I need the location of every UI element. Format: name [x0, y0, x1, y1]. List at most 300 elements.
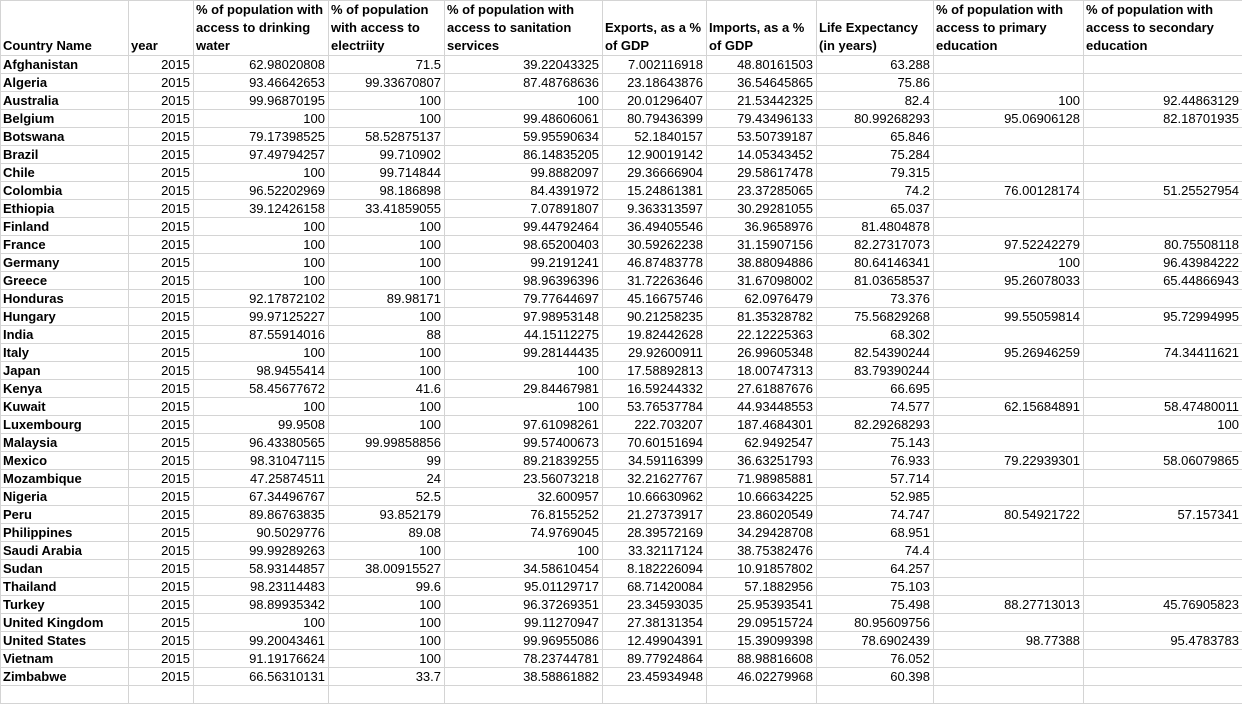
value-cell[interactable]: 71.98985881 — [707, 470, 817, 488]
country-cell[interactable]: Mozambique — [1, 470, 129, 488]
value-cell[interactable] — [934, 650, 1084, 668]
value-cell[interactable]: 29.36666904 — [603, 164, 707, 182]
value-cell[interactable]: 97.52242279 — [934, 236, 1084, 254]
value-cell[interactable]: 2015 — [129, 254, 194, 272]
value-cell[interactable]: 70.60151694 — [603, 434, 707, 452]
country-cell[interactable]: United Kingdom — [1, 614, 129, 632]
value-cell[interactable]: 100 — [329, 308, 445, 326]
value-cell[interactable]: 81.03658537 — [817, 272, 934, 290]
value-cell[interactable] — [934, 146, 1084, 164]
value-cell[interactable]: 100 — [329, 362, 445, 380]
value-cell[interactable]: 21.53442325 — [707, 92, 817, 110]
value-cell[interactable]: 84.4391972 — [445, 182, 603, 200]
value-cell[interactable]: 100 — [194, 398, 329, 416]
value-cell[interactable]: 29.58617478 — [707, 164, 817, 182]
value-cell[interactable]: 38.00915527 — [329, 560, 445, 578]
value-cell[interactable]: 78.23744781 — [445, 650, 603, 668]
value-cell[interactable]: 100 — [329, 218, 445, 236]
header-cell[interactable]: year — [129, 1, 194, 56]
value-cell[interactable] — [1084, 380, 1242, 398]
header-cell[interactable]: Imports, as a % of GDP — [707, 1, 817, 56]
value-cell[interactable]: 96.52202969 — [194, 182, 329, 200]
value-cell[interactable]: 66.56310131 — [194, 668, 329, 686]
value-cell[interactable] — [1084, 524, 1242, 542]
value-cell[interactable]: 2015 — [129, 470, 194, 488]
value-cell[interactable]: 100 — [329, 632, 445, 650]
value-cell[interactable]: 100 — [194, 614, 329, 632]
country-cell[interactable]: Sudan — [1, 560, 129, 578]
value-cell[interactable]: 100 — [329, 272, 445, 290]
header-cell[interactable]: Life Expectancy (in years) — [817, 1, 934, 56]
value-cell[interactable]: 89.08 — [329, 524, 445, 542]
value-cell[interactable]: 95.06906128 — [934, 110, 1084, 128]
value-cell[interactable]: 75.284 — [817, 146, 934, 164]
value-cell[interactable]: 2015 — [129, 218, 194, 236]
value-cell[interactable]: 100 — [329, 254, 445, 272]
value-cell[interactable]: 100 — [445, 398, 603, 416]
value-cell[interactable]: 73.376 — [817, 290, 934, 308]
value-cell[interactable]: 92.44863129 — [1084, 92, 1242, 110]
value-cell[interactable]: 23.45934948 — [603, 668, 707, 686]
value-cell[interactable]: 68.951 — [817, 524, 934, 542]
value-cell[interactable]: 68.302 — [817, 326, 934, 344]
value-cell[interactable]: 44.15112275 — [445, 326, 603, 344]
value-cell[interactable]: 86.14835205 — [445, 146, 603, 164]
value-cell[interactable]: 2015 — [129, 578, 194, 596]
value-cell[interactable] — [934, 290, 1084, 308]
value-cell[interactable]: 80.99268293 — [817, 110, 934, 128]
value-cell[interactable]: 88.98816608 — [707, 650, 817, 668]
value-cell[interactable]: 99.714844 — [329, 164, 445, 182]
value-cell[interactable] — [934, 218, 1084, 236]
value-cell[interactable]: 2015 — [129, 596, 194, 614]
value-cell[interactable]: 99.28144435 — [445, 344, 603, 362]
value-cell[interactable]: 36.49405546 — [603, 218, 707, 236]
country-cell[interactable]: Afghanistan — [1, 56, 129, 74]
value-cell[interactable] — [1084, 146, 1242, 164]
value-cell[interactable] — [934, 326, 1084, 344]
value-cell[interactable]: 20.01296407 — [603, 92, 707, 110]
value-cell[interactable]: 8.182226094 — [603, 560, 707, 578]
value-cell[interactable]: 52.5 — [329, 488, 445, 506]
value-cell[interactable]: 100 — [329, 398, 445, 416]
value-cell[interactable]: 87.55914016 — [194, 326, 329, 344]
value-cell[interactable]: 82.29268293 — [817, 416, 934, 434]
value-cell[interactable]: 75.56829268 — [817, 308, 934, 326]
value-cell[interactable] — [934, 470, 1084, 488]
value-cell[interactable]: 76.00128174 — [934, 182, 1084, 200]
value-cell[interactable]: 100 — [194, 164, 329, 182]
value-cell[interactable]: 95.01129717 — [445, 578, 603, 596]
value-cell[interactable]: 2015 — [129, 128, 194, 146]
value-cell[interactable] — [1084, 290, 1242, 308]
value-cell[interactable]: 100 — [1084, 416, 1242, 434]
country-cell[interactable]: Greece — [1, 272, 129, 290]
value-cell[interactable]: 99.48606061 — [445, 110, 603, 128]
value-cell[interactable]: 80.54921722 — [934, 506, 1084, 524]
country-cell[interactable]: Luxembourg — [1, 416, 129, 434]
value-cell[interactable]: 100 — [445, 542, 603, 560]
value-cell[interactable]: 96.43380565 — [194, 434, 329, 452]
value-cell[interactable]: 2015 — [129, 56, 194, 74]
value-cell[interactable]: 95.72994995 — [1084, 308, 1242, 326]
value-cell[interactable]: 80.79436399 — [603, 110, 707, 128]
value-cell[interactable]: 30.59262238 — [603, 236, 707, 254]
value-cell[interactable]: 75.143 — [817, 434, 934, 452]
value-cell[interactable]: 12.90019142 — [603, 146, 707, 164]
value-cell[interactable]: 57.1882956 — [707, 578, 817, 596]
value-cell[interactable]: 98.31047115 — [194, 452, 329, 470]
value-cell[interactable] — [934, 560, 1084, 578]
value-cell[interactable]: 2015 — [129, 488, 194, 506]
value-cell[interactable] — [934, 578, 1084, 596]
value-cell[interactable] — [934, 434, 1084, 452]
value-cell[interactable]: 41.6 — [329, 380, 445, 398]
value-cell[interactable]: 36.9658976 — [707, 218, 817, 236]
value-cell[interactable]: 36.63251793 — [707, 452, 817, 470]
value-cell[interactable]: 9.363313597 — [603, 200, 707, 218]
value-cell[interactable]: 2015 — [129, 326, 194, 344]
country-cell[interactable]: United States — [1, 632, 129, 650]
value-cell[interactable]: 99.11270947 — [445, 614, 603, 632]
value-cell[interactable] — [934, 128, 1084, 146]
value-cell[interactable]: 99.97125227 — [194, 308, 329, 326]
value-cell[interactable]: 2015 — [129, 416, 194, 434]
value-cell[interactable]: 100 — [329, 650, 445, 668]
value-cell[interactable]: 24 — [329, 470, 445, 488]
value-cell[interactable]: 83.79390244 — [817, 362, 934, 380]
value-cell[interactable]: 98.186898 — [329, 182, 445, 200]
value-cell[interactable] — [934, 74, 1084, 92]
header-cell[interactable]: % of population with access to electriity — [329, 1, 445, 56]
value-cell[interactable]: 62.98020808 — [194, 56, 329, 74]
value-cell[interactable]: 66.695 — [817, 380, 934, 398]
country-cell[interactable]: Colombia — [1, 182, 129, 200]
value-cell[interactable]: 74.4 — [817, 542, 934, 560]
value-cell[interactable]: 58.52875137 — [329, 128, 445, 146]
value-cell[interactable]: 22.12225363 — [707, 326, 817, 344]
value-cell[interactable] — [934, 542, 1084, 560]
value-cell[interactable]: 95.26946259 — [934, 344, 1084, 362]
value-cell[interactable] — [934, 164, 1084, 182]
value-cell[interactable]: 32.21627767 — [603, 470, 707, 488]
value-cell[interactable]: 29.84467981 — [445, 380, 603, 398]
value-cell[interactable] — [934, 200, 1084, 218]
value-cell[interactable]: 25.95393541 — [707, 596, 817, 614]
value-cell[interactable]: 23.18643876 — [603, 74, 707, 92]
value-cell[interactable]: 53.76537784 — [603, 398, 707, 416]
country-cell[interactable]: Italy — [1, 344, 129, 362]
value-cell[interactable]: 79.43496133 — [707, 110, 817, 128]
country-cell[interactable]: Malaysia — [1, 434, 129, 452]
value-cell[interactable]: 87.48768636 — [445, 74, 603, 92]
value-cell[interactable] — [1084, 56, 1242, 74]
value-cell[interactable]: 2015 — [129, 236, 194, 254]
value-cell[interactable]: 99.99858856 — [329, 434, 445, 452]
value-cell[interactable]: 89.77924864 — [603, 650, 707, 668]
value-cell[interactable] — [934, 488, 1084, 506]
country-cell[interactable]: Chile — [1, 164, 129, 182]
header-cell[interactable]: % of population with access to drinking water — [194, 1, 329, 56]
value-cell[interactable] — [1084, 578, 1242, 596]
empty-cell[interactable] — [817, 686, 934, 704]
value-cell[interactable]: 31.67098002 — [707, 272, 817, 290]
value-cell[interactable]: 2015 — [129, 668, 194, 686]
value-cell[interactable]: 51.25527954 — [1084, 182, 1242, 200]
value-cell[interactable]: 99.2191241 — [445, 254, 603, 272]
value-cell[interactable]: 31.15907156 — [707, 236, 817, 254]
value-cell[interactable]: 63.288 — [817, 56, 934, 74]
value-cell[interactable]: 96.37269351 — [445, 596, 603, 614]
value-cell[interactable]: 82.27317073 — [817, 236, 934, 254]
value-cell[interactable]: 26.99605348 — [707, 344, 817, 362]
value-cell[interactable]: 99.6 — [329, 578, 445, 596]
value-cell[interactable]: 67.34496767 — [194, 488, 329, 506]
value-cell[interactable]: 2015 — [129, 632, 194, 650]
value-cell[interactable] — [1084, 650, 1242, 668]
country-cell[interactable]: Brazil — [1, 146, 129, 164]
value-cell[interactable]: 29.09515724 — [707, 614, 817, 632]
value-cell[interactable]: 100 — [194, 272, 329, 290]
value-cell[interactable] — [1084, 326, 1242, 344]
value-cell[interactable]: 100 — [194, 110, 329, 128]
value-cell[interactable]: 95.26078033 — [934, 272, 1084, 290]
value-cell[interactable]: 57.714 — [817, 470, 934, 488]
value-cell[interactable]: 32.600957 — [445, 488, 603, 506]
value-cell[interactable]: 59.95590634 — [445, 128, 603, 146]
country-cell[interactable]: France — [1, 236, 129, 254]
value-cell[interactable]: 15.39099398 — [707, 632, 817, 650]
value-cell[interactable]: 97.61098261 — [445, 416, 603, 434]
value-cell[interactable]: 90.5029776 — [194, 524, 329, 542]
value-cell[interactable]: 99.57400673 — [445, 434, 603, 452]
value-cell[interactable]: 98.65200403 — [445, 236, 603, 254]
value-cell[interactable] — [1084, 668, 1242, 686]
value-cell[interactable]: 12.49904391 — [603, 632, 707, 650]
value-cell[interactable]: 98.23114483 — [194, 578, 329, 596]
value-cell[interactable]: 95.4783783 — [1084, 632, 1242, 650]
value-cell[interactable]: 97.98953148 — [445, 308, 603, 326]
value-cell[interactable]: 99.710902 — [329, 146, 445, 164]
value-cell[interactable]: 100 — [329, 416, 445, 434]
value-cell[interactable]: 99.99289263 — [194, 542, 329, 560]
value-cell[interactable]: 68.71420084 — [603, 578, 707, 596]
value-cell[interactable]: 99.9508 — [194, 416, 329, 434]
value-cell[interactable]: 2015 — [129, 434, 194, 452]
empty-cell[interactable] — [1, 686, 129, 704]
value-cell[interactable] — [1084, 560, 1242, 578]
country-cell[interactable]: Kenya — [1, 380, 129, 398]
value-cell[interactable] — [1084, 614, 1242, 632]
value-cell[interactable]: 52.985 — [817, 488, 934, 506]
value-cell[interactable]: 100 — [445, 92, 603, 110]
value-cell[interactable]: 2015 — [129, 164, 194, 182]
value-cell[interactable]: 18.00747313 — [707, 362, 817, 380]
value-cell[interactable]: 222.703207 — [603, 416, 707, 434]
value-cell[interactable]: 52.1840157 — [603, 128, 707, 146]
value-cell[interactable]: 46.02279968 — [707, 668, 817, 686]
value-cell[interactable]: 187.4684301 — [707, 416, 817, 434]
value-cell[interactable] — [1084, 164, 1242, 182]
value-cell[interactable]: 78.6902439 — [817, 632, 934, 650]
value-cell[interactable]: 2015 — [129, 380, 194, 398]
value-cell[interactable]: 58.45677672 — [194, 380, 329, 398]
value-cell[interactable]: 79.22939301 — [934, 452, 1084, 470]
country-cell[interactable]: Zimbabwe — [1, 668, 129, 686]
value-cell[interactable] — [1084, 74, 1242, 92]
value-cell[interactable]: 23.86020549 — [707, 506, 817, 524]
value-cell[interactable]: 100 — [445, 362, 603, 380]
value-cell[interactable]: 100 — [329, 236, 445, 254]
value-cell[interactable]: 100 — [934, 254, 1084, 272]
value-cell[interactable]: 89.86763835 — [194, 506, 329, 524]
country-cell[interactable]: Kuwait — [1, 398, 129, 416]
value-cell[interactable]: 7.07891807 — [445, 200, 603, 218]
country-cell[interactable]: Algeria — [1, 74, 129, 92]
header-cell[interactable]: % of population with access to secondary education — [1084, 1, 1242, 56]
value-cell[interactable] — [934, 416, 1084, 434]
value-cell[interactable]: 2015 — [129, 614, 194, 632]
value-cell[interactable]: 23.34593035 — [603, 596, 707, 614]
value-cell[interactable]: 62.9492547 — [707, 434, 817, 452]
value-cell[interactable]: 34.29428708 — [707, 524, 817, 542]
value-cell[interactable]: 27.61887676 — [707, 380, 817, 398]
value-cell[interactable]: 46.87483778 — [603, 254, 707, 272]
value-cell[interactable]: 75.103 — [817, 578, 934, 596]
value-cell[interactable]: 79.315 — [817, 164, 934, 182]
value-cell[interactable]: 33.32117124 — [603, 542, 707, 560]
value-cell[interactable]: 93.852179 — [329, 506, 445, 524]
value-cell[interactable]: 15.24861381 — [603, 182, 707, 200]
value-cell[interactable]: 58.06079865 — [1084, 452, 1242, 470]
value-cell[interactable]: 96.43984222 — [1084, 254, 1242, 272]
country-cell[interactable]: Mexico — [1, 452, 129, 470]
value-cell[interactable]: 76.052 — [817, 650, 934, 668]
country-cell[interactable]: Ethiopia — [1, 200, 129, 218]
value-cell[interactable]: 36.54645865 — [707, 74, 817, 92]
value-cell[interactable]: 81.4804878 — [817, 218, 934, 236]
value-cell[interactable] — [934, 614, 1084, 632]
country-cell[interactable]: India — [1, 326, 129, 344]
header-cell[interactable]: % of population with access to sanitation services — [445, 1, 603, 56]
value-cell[interactable] — [1084, 200, 1242, 218]
value-cell[interactable]: 10.66634225 — [707, 488, 817, 506]
value-cell[interactable]: 58.93144857 — [194, 560, 329, 578]
value-cell[interactable] — [1084, 128, 1242, 146]
value-cell[interactable]: 58.47480011 — [1084, 398, 1242, 416]
value-cell[interactable]: 89.98171 — [329, 290, 445, 308]
value-cell[interactable]: 30.29281055 — [707, 200, 817, 218]
value-cell[interactable]: 75.86 — [817, 74, 934, 92]
value-cell[interactable] — [1084, 470, 1242, 488]
value-cell[interactable] — [934, 56, 1084, 74]
value-cell[interactable]: 76.8155252 — [445, 506, 603, 524]
value-cell[interactable]: 2015 — [129, 506, 194, 524]
country-cell[interactable]: Nigeria — [1, 488, 129, 506]
value-cell[interactable]: 10.66630962 — [603, 488, 707, 506]
value-cell[interactable]: 2015 — [129, 182, 194, 200]
value-cell[interactable]: 39.12426158 — [194, 200, 329, 218]
country-cell[interactable]: Hungary — [1, 308, 129, 326]
country-cell[interactable]: Japan — [1, 362, 129, 380]
value-cell[interactable]: 2015 — [129, 650, 194, 668]
value-cell[interactable]: 34.59116399 — [603, 452, 707, 470]
value-cell[interactable]: 44.93448553 — [707, 398, 817, 416]
country-cell[interactable]: Germany — [1, 254, 129, 272]
empty-cell[interactable] — [603, 686, 707, 704]
value-cell[interactable]: 100 — [329, 596, 445, 614]
value-cell[interactable]: 99.55059814 — [934, 308, 1084, 326]
value-cell[interactable]: 45.76905823 — [1084, 596, 1242, 614]
value-cell[interactable]: 98.9455414 — [194, 362, 329, 380]
value-cell[interactable]: 19.82442628 — [603, 326, 707, 344]
country-cell[interactable]: Vietnam — [1, 650, 129, 668]
value-cell[interactable]: 74.747 — [817, 506, 934, 524]
value-cell[interactable]: 2015 — [129, 272, 194, 290]
value-cell[interactable]: 39.22043325 — [445, 56, 603, 74]
value-cell[interactable]: 45.16675746 — [603, 290, 707, 308]
empty-cell[interactable] — [194, 686, 329, 704]
value-cell[interactable]: 33.7 — [329, 668, 445, 686]
value-cell[interactable]: 99.44792464 — [445, 218, 603, 236]
country-cell[interactable]: Belgium — [1, 110, 129, 128]
country-cell[interactable]: Peru — [1, 506, 129, 524]
value-cell[interactable]: 34.58610454 — [445, 560, 603, 578]
value-cell[interactable] — [1084, 218, 1242, 236]
value-cell[interactable]: 2015 — [129, 146, 194, 164]
value-cell[interactable]: 31.72263646 — [603, 272, 707, 290]
value-cell[interactable]: 99 — [329, 452, 445, 470]
value-cell[interactable]: 17.58892813 — [603, 362, 707, 380]
value-cell[interactable]: 57.157341 — [1084, 506, 1242, 524]
value-cell[interactable]: 74.34411621 — [1084, 344, 1242, 362]
value-cell[interactable]: 2015 — [129, 452, 194, 470]
value-cell[interactable]: 62.15684891 — [934, 398, 1084, 416]
country-cell[interactable]: Thailand — [1, 578, 129, 596]
value-cell[interactable] — [1084, 434, 1242, 452]
value-cell[interactable]: 97.49794257 — [194, 146, 329, 164]
value-cell[interactable]: 100 — [329, 614, 445, 632]
value-cell[interactable]: 65.44866943 — [1084, 272, 1242, 290]
value-cell[interactable]: 2015 — [129, 542, 194, 560]
value-cell[interactable]: 27.38131354 — [603, 614, 707, 632]
value-cell[interactable]: 98.77388 — [934, 632, 1084, 650]
value-cell[interactable]: 99.96870195 — [194, 92, 329, 110]
empty-cell[interactable] — [329, 686, 445, 704]
value-cell[interactable]: 60.398 — [817, 668, 934, 686]
value-cell[interactable]: 74.2 — [817, 182, 934, 200]
country-cell[interactable]: Australia — [1, 92, 129, 110]
value-cell[interactable] — [934, 668, 1084, 686]
value-cell[interactable]: 33.41859055 — [329, 200, 445, 218]
value-cell[interactable]: 74.9769045 — [445, 524, 603, 542]
value-cell[interactable]: 99.96955086 — [445, 632, 603, 650]
value-cell[interactable]: 99.20043461 — [194, 632, 329, 650]
value-cell[interactable]: 88.27713013 — [934, 596, 1084, 614]
value-cell[interactable]: 76.933 — [817, 452, 934, 470]
country-cell[interactable]: Finland — [1, 218, 129, 236]
value-cell[interactable]: 2015 — [129, 200, 194, 218]
value-cell[interactable]: 38.88094886 — [707, 254, 817, 272]
value-cell[interactable]: 88 — [329, 326, 445, 344]
value-cell[interactable]: 38.75382476 — [707, 542, 817, 560]
value-cell[interactable]: 80.64146341 — [817, 254, 934, 272]
value-cell[interactable]: 53.50739187 — [707, 128, 817, 146]
value-cell[interactable]: 2015 — [129, 290, 194, 308]
header-cell[interactable]: Country Name — [1, 1, 129, 56]
value-cell[interactable]: 29.92600911 — [603, 344, 707, 362]
value-cell[interactable]: 2015 — [129, 308, 194, 326]
